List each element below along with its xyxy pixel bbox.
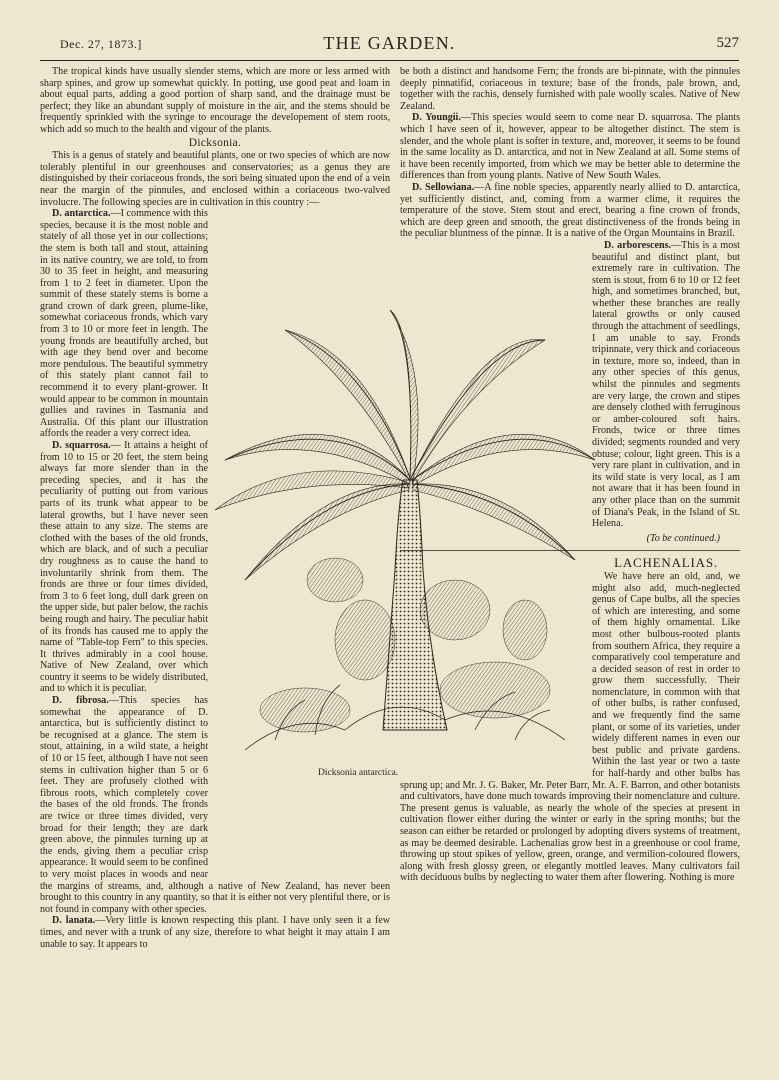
intro-paragraph: The tropical kinds have usually slender stems, which are more or less armed with sharp spines, and grow up somewhat quickly. In potting, use good peat and loam in about equal parts, adding a good portion of sharp sand, and the drainage must be perfect; they like an abundant supply of moisture in the air, and the stems should be frequently sprinkled with the syringe to encourage the developement of stem roots, which add so much to the health and vigour of the plants. (40, 66, 390, 135)
squarrosa-text: — It attains a height of from 10 to 15 or 20 feet, the stem being always far more slender than in the preceding species, and it has the peculiarity of putting out from various parts of its trunk what appear to be lateral growths, but I have never seen these attain to any size. The stems are clothed with the bases of the old fronds, which are black, and of such a peculiar dry roughness as to cause the hand to involuntarily shrink from them. The fronds are three or four times divided, from 3 to 6 feet long, dull dark green on the upper side, but paler below, the rachis being rough and hairy. The peculiar habit of its fronds has caused me to apply the name of "Table-top Fern" to this species. It thrives admirably in a cool house. Native of New Zealand, over which country it seems to be widely distributed, and to which it is peculiar. (40, 440, 208, 695)
tree-fern-engraving (215, 310, 600, 760)
species-name-arborescens: D. arborescens. (604, 239, 672, 251)
youngii-text: —This species would seem to come near D. squarrosa. The plants which I have seen of it, however, appear to be altogether distinct. The stem is slender, and the whole plant is softer in texture, and, moreover, it seems to be found in the same locality as D. antarctica, and not in New Zealand at all. Some stems of it have been recently imported, from which we may be better able to determine the differences than from young plants. Native of New South Wales. (400, 112, 740, 182)
species-name-squarrosa: D. squarrosa. (52, 440, 111, 451)
page-number: 527 (716, 35, 739, 51)
publication-title: THE GARDEN. (323, 33, 456, 53)
section-heading-lachenalias: LACHENALIAS. (400, 550, 740, 569)
lanata-paragraph (40, 915, 390, 950)
species-name-lanata: D. lanata. (52, 915, 96, 927)
tree-fern-illustration (215, 310, 600, 780)
youngii-paragraph (400, 112, 740, 182)
sellowiana-paragraph (400, 182, 740, 240)
page-header (40, 33, 739, 57)
header-rule (40, 60, 739, 61)
illustration-caption: Dicksonia antarctica. (318, 768, 399, 778)
antarctica-text: —I commence with this species, because it is the most noble and stately of all those yet in our collections; the stem is both tall and stout, attaining in its native country, we are told, to from 30 to 35 feet in height, and measuring from 1 to 2 feet in diameter. Upon the summit of these stately stems is borne a grand crown of dark green, plume-like, somewhat coriaceous fronds, which vary from 3 to 10 or more feet in length. The young fronds are beautifully arched, but with age they bend over and become more pendulous. The beautiful symmetry of this stately plant cannot fail to recommend it to every plant-grower. It would appear to be common in mountain gullies and ravines in Tasmania and Australia. Of this plant our illustration affords the reader a very correct idea. (40, 208, 208, 440)
arborescens-text: —This is a most beautiful and distinct plant, but extremely rare in cultivation. The stem is stout, from 6 to 10 or 12 feet high, and sometimes branched, but, whether these branches are really lateral growths or only caused through the attachment of seedlings, I am unable to say. Fronds tripinnate, very thick and coriaceous in texture, more so, indeed, than in any other species of this genus, whilst the pinnules and segments are very large, the crown and stipes are densely clothed with ferruginous or amber-coloured soft hairs. Fronds, twice or three times divided; segments rounded and very obtuse; colour, light green. This is a very rare plant in cultivation, and in its wild state is very local, as I am not aware that it has been found in any other place than on the summit of Diana's Peak, in the Island of St. Helena. (592, 239, 740, 530)
to-be-continued: (To be continued.) (646, 532, 720, 544)
issue-date: Dec. 27, 1873.] (60, 37, 142, 51)
species-name-antarctica: D. antarctica. (52, 208, 111, 220)
lanata-text: —Very little is known respecting this plant. I have only seen it a few times, and never with a trunk of any size, therefore to what height it may attain I am unable to say. It appears to (40, 915, 390, 950)
fibrosa-text: —This species has somewhat the appearance of D. antarctica, but is sufficiently distinct to be recognised at a glance. The stem is stout, attaining, in a wild state, a height of 10 or 15 feet, although I have not seen stems in cultivation higher than 5 or 6 feet. They are profusely clothed with fibrous roots, which completely cover the bases of the old fronds. The fronds are twice or three times divided, very broad for their length; they are dark green above, the pinnules turning up at the ends, giving them a peculiar crisp appearance. It would seem to be confined to very moist places in woods and near the margins of streams, and, although a native of New Zealand, has never been brought to this country in any quantity, so that it is either not very plentiful there, or is not found in company with other species. (40, 695, 390, 915)
species-name-youngii: D. Youngii. (412, 112, 461, 124)
sellowiana-text: —A fine noble species, apparently nearly allied to D. antarctica, yet sufficiently distinct, and, coming from a warmer clime, it requires the temperature of the stove. Stem stout and erect, bearing a fine crown of fronds, which are deep green and smooth, the great distinctiveness of the fronds being in the peculiar bluntness of the pinnæ. It is a native of the Organ Mountains in Brazil. (400, 181, 740, 240)
lachenalias-paragraph: We have here an old, and, we might also add, much-neglected genus of Cape bulbs, all the species of which are interesting, and some of them highly ornamental. Like most other bulbous-rooted plants from southern Africa, they require a comparatively cool temperature and a decided season of rest in order to grow them successfully. Their nomenclature, in common with that of other bulbs, is rather confused, and we frequently find the same plant, or some of its varieties, under widely different names in even our best public and private gardens. Within the last year or two a taste for half-hardy and other bulbs has sprung up; and Mr. J. G. Baker, Mr. Peter Barr, Mr. A. F. Barron, and other botanists and cultivators, have done much towards improving their nomenclature and culture. The present genus is valuable, as nearly the whole of the species at present in cultivation flower either during the winter or early in the spring months; but the season can either be retarded or prolonged by adopting divers systems of treatment, as may be deemed desirable. Lachenalias grow best in a greenhouse or cool frame, throwing up stout spikes of yellow, green, orange, and vermilion-coloured flowers, along with fresh glossy green, or elegantly mottled leaves. Many cultivators fail with deciduous bulbs by neglecting to water them after flowering. Nothing is more (400, 570, 740, 884)
species-name-fibrosa: D. fibrosa. (52, 695, 109, 707)
dicksonia-intro: This is a genus of stately and beautiful plants, one or two species of which are now tolerably plentiful in our greenhouses and conservatories; as a genus they are distinguished by their coriaceous fronds, the sori being situated upon the end of a vein near the margin of the pinnules, and enclosed within a coriaceous two-valved involucre. The following species are in cultivation in this country :— (40, 150, 390, 208)
species-name-sellowiana: D. Sellowiana. (412, 181, 475, 193)
section-heading-dicksonia: Dicksonia. (188, 136, 242, 149)
lanata-continued: be both a distinct and handsome Fern; the fronds are bi-pinnate, with the pinnules deeply pinnatifid, coriaceous in texture; base of the fronds, pale brown, and, together with the rachis, densely furnished with pale woolly scales. Native of New Zealand. (400, 66, 740, 112)
